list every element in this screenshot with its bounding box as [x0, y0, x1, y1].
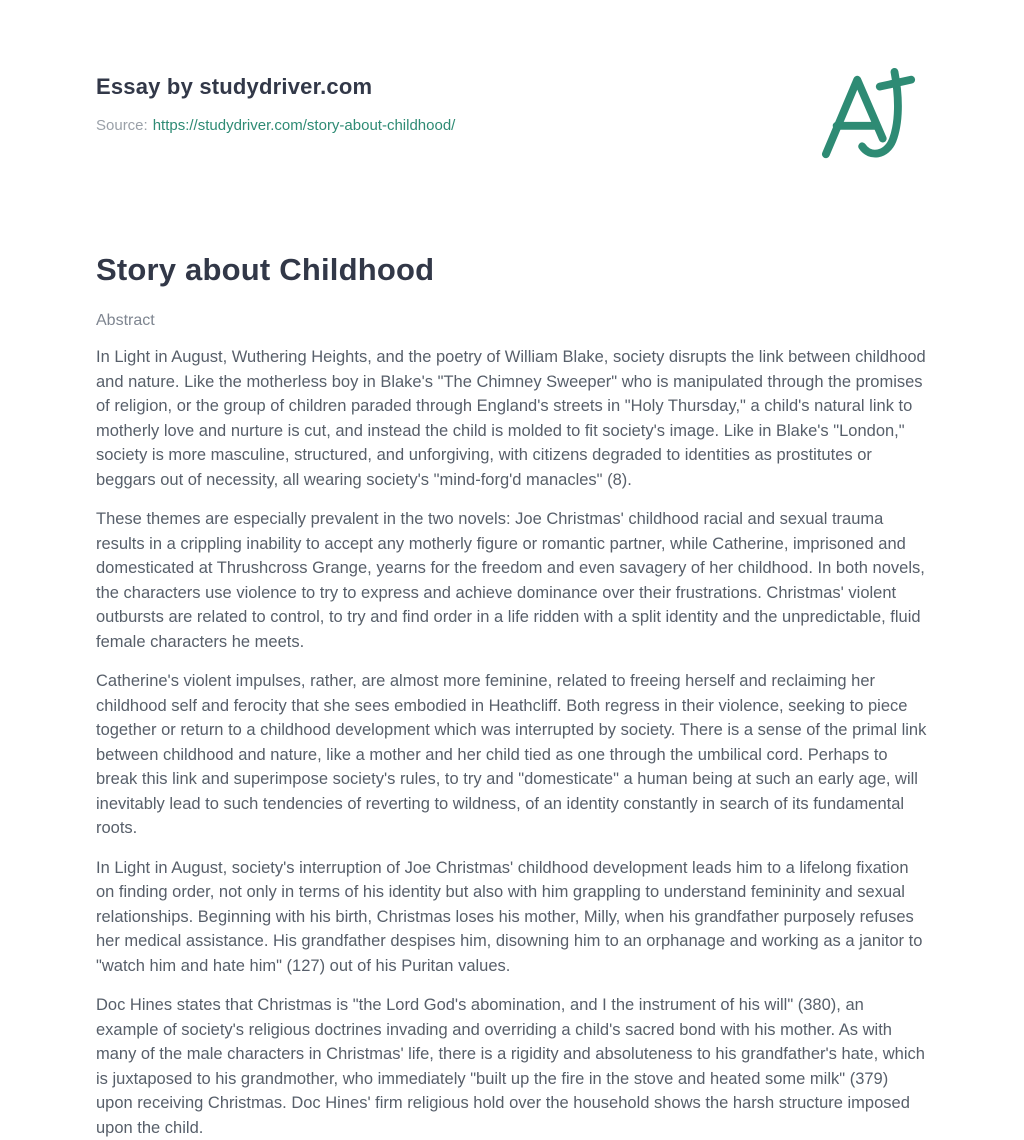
source-label: Source: [96, 117, 148, 134]
header-title: Essay by studydriver.com [96, 74, 373, 99]
essay-main [96, 252, 928, 1140]
article-body [96, 345, 928, 1140]
body-paragraph: Doc Hines states that Christmas is "the Lord God's abomination, and I the instrument of his will" (380), an example of society's religious doctrines invading and overriding a child's sacred bond with his mother. As with many of the male characters in Christmas' life, there is a rigidity and absoluteness to his grandfather's hate, which is juxtaposed to his grandmother, who immediately "built up the fire in the stove and heated some milk" (379) upon receiving Christmas. Doc Hines' firm religious hold over the household shows the harsh structure imposed upon the child. [96, 996, 925, 1137]
source-line [96, 117, 928, 134]
body-paragraph: These themes are especially prevalent in the two novels: Joe Christmas' childhood racial and sexual trauma results in a crippling inability to accept any motherly figure or romantic partner, while Catherine, imprisoned and domesticated at Thrushcross Grange, yearns for the freedom and even savagery of her childhood. In both novels, the characters use violence to try to express and achieve dominance over their frustrations. Christmas' violent outbursts are related to control, to try and find order in a life ridden with a split identity and the unpredictable, fluid female characters he meets. [96, 510, 925, 651]
body-paragraph: In Light in August, Wuthering Heights, and the poetry of William Blake, society disrupts the link between childhood and nature. Like the motherless boy in Blake's "The Chimney Sweeper" who is manipulated through the promises of religion, or the group of children paraded through England's streets in "Holy Thursday," a child's natural link to motherly love and nurture is cut, and instead the child is molded to fit society's image. Like in Blake's "London," society is more masculine, structured, and unforgiving, with citizens degraded to identities as prostitutes or beggars out of necessity, all wearing society's "mind-forg'd manacles" (8). [96, 348, 926, 489]
page-header [96, 74, 928, 134]
article-title: Story about Childhood [96, 252, 435, 287]
source-url-link[interactable]: https://studydriver.com/story-about-childhood/ [152, 117, 456, 134]
body-paragraph: Catherine's violent impulses, rather, are almost more feminine, related to freeing herself and reclaiming her childhood self and ferocity that she sees embodied in Heathcliff. Both regress in their violence, seeking to piece together or return to a childhood development which was interrupted by society. There is a sense of the primal link between childhood and nature, like a mother and her child tied as one through the umbilical cord. Perhaps to break this link and superimpose society's rules, to try and "domesticate" a human being at such an early age, will inevitably lead to such tendencies of reverting to wildness, of an identity constantly in search of its fundamental roots. [96, 672, 927, 837]
studydriver-logo-icon [820, 66, 918, 164]
body-paragraph: In Light in August, society's interruption of Joe Christmas' childhood development leads him to a lifelong fixation on finding order, not only in terms of his identity but also with him grappling to understand femininity and sexual relationships. Beginning with his birth, Christmas loses his mother, Milly, when his grandfather purposely refuses her medical assistance. His grandfather despises him, disowning him to an orphanage and working as a janitor to "watch him and hate him" (127) out of his Puritan values. [96, 858, 923, 975]
abstract-label: Abstract [96, 312, 155, 329]
